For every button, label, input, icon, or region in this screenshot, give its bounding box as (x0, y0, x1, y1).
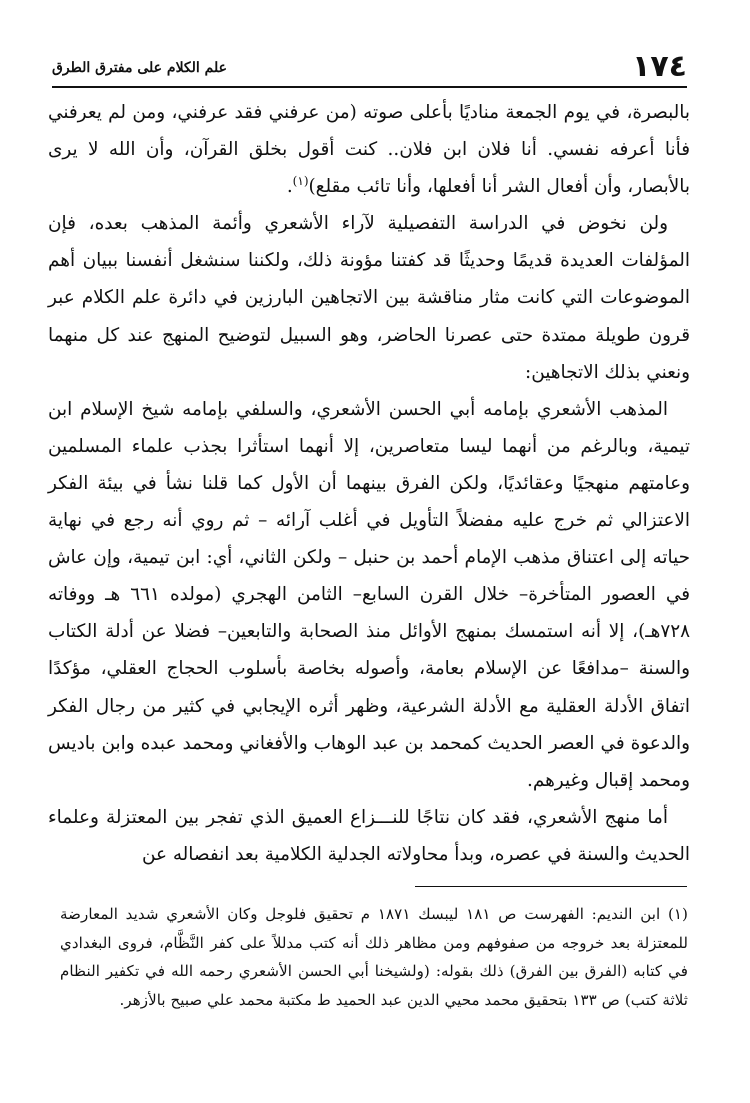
paragraph-4: أما منهج الأشعري، فقد كان نتاجًا للنـــزاع العميق الذي تفجر بين المعتزلة وعلماء الحديث والسنة في عصره، وبدأ محاولاته الجدلية الكلامية بعد انفصاله عن (48, 806, 690, 865)
page-header (52, 48, 687, 86)
footnote-ref-1: (١) (292, 174, 309, 189)
paragraph-1 (48, 94, 690, 205)
running-title: علم الكلام على مفترق الطرق (52, 60, 227, 76)
paragraph-3: المذهب الأشعري بإمامه أبي الحسن الأشعري، والسلفي بإمامه شيخ الإسلام ابن تيمية، وبالرغم من أنهما ليسا متعاصرين، إلا أنهما استأثرا بجذب علماء المسلمين وعامتهم منهجيًا وعقائديًا، ولكن الفرق بينهما أن الأول كما قلنا نشأ في بيئة الفكر الاعتزالي ثم خرج عليه مفضلاً التأويل في أغلب آرائه – ثم روي أنه رجع في نهاية حياته إلى اعتناق مذهب الإمام أحمد بن حنبل – ولكن الثاني، أي: ابن تيمية، وإن عاش في العصور المتأخرة– خلال القرن السابع– الثامن الهجري (مولده ٦٦١ هـ ووفاته ٧٢٨هـ)، إلا أنه استمسك بمنهج الأوائل منذ الصحابة والتابعين– فضلا عن أدلة الكتاب والسنة –مدافعًا عن الإسلام بعامة، وأصوله بخاصة بأسلوب الحجاج العقلي، مؤكدًا اتفاق الأدلة العقلية مع الأدلة الشرعية، وظهر أثره الإيجابي في كثير من رجال الفكر والدعوة في العصر الحديث كمحمد بن عبد الوهاب والأفغاني ومحمد عبده وابن باديس ومحمد إقبال وغيرهم. (48, 398, 690, 791)
paragraph-1-end: . (286, 176, 293, 198)
header-rule (52, 86, 687, 88)
paragraph-2: ولن نخوض في الدراسة التفصيلية لآراء الأشعري وأئمة المذهب بعده، فإن المؤلفات العديدة قديمًا وحديثًا قد كفتنا مؤونة ذلك، ولكننا سنشغل أنفسنا ببيان أهم الموضوعات التي كانت مثار مناقشة بين الاتجاهين البارزين في دائرة علم الكلام عبر قرون طويلة ممتدة حتى عصرنا الحاضر، وهو السبيل لتوضيح المنهج عند كل منهما ونعني بذلك الاتجاهين: (48, 213, 690, 383)
footnote-1: (١) ابن النديم: الفهرست ص ١٨١ ليبسك ١٨٧١ م تحقيق فلوجل وكان الأشعري شديد المعارضة للمعتزلة بعد خروجه من صفوفهم ومن مظاهر ذلك أنه كتب مدللاً على كفر النَّظَّام، فروى البغدادي في كتابه (الفرق بين الفرق) ذلك بقوله: (ولشيخنا أبي الحسن الأشعري رحمه الله في تكفير النظام ثلاثة كتب) ص ١٣٣ بتحقيق محمد محيي الدين عبد الحميد ط مكتبة محمد علي صبيح بالأزهر. (60, 905, 688, 1009)
footnote-rule (415, 886, 687, 887)
footnotes (60, 900, 688, 1014)
body-text (48, 94, 690, 873)
paragraph-1-text: بالبصرة، في يوم الجمعة مناديًا بأعلى صوته (من عرفني فقد عرفني، ومن لم يعرفني فأنا أعرفه نفسي. أنا فلان ابن فلان.. كنت أقول بخلق القرآن، وأن الله لا يرى بالأبصار، وأن أفعال الشر أنا أفعلها، وأنا تائب مقلع) (48, 102, 690, 198)
page-number: ١٧٤ (632, 49, 687, 84)
